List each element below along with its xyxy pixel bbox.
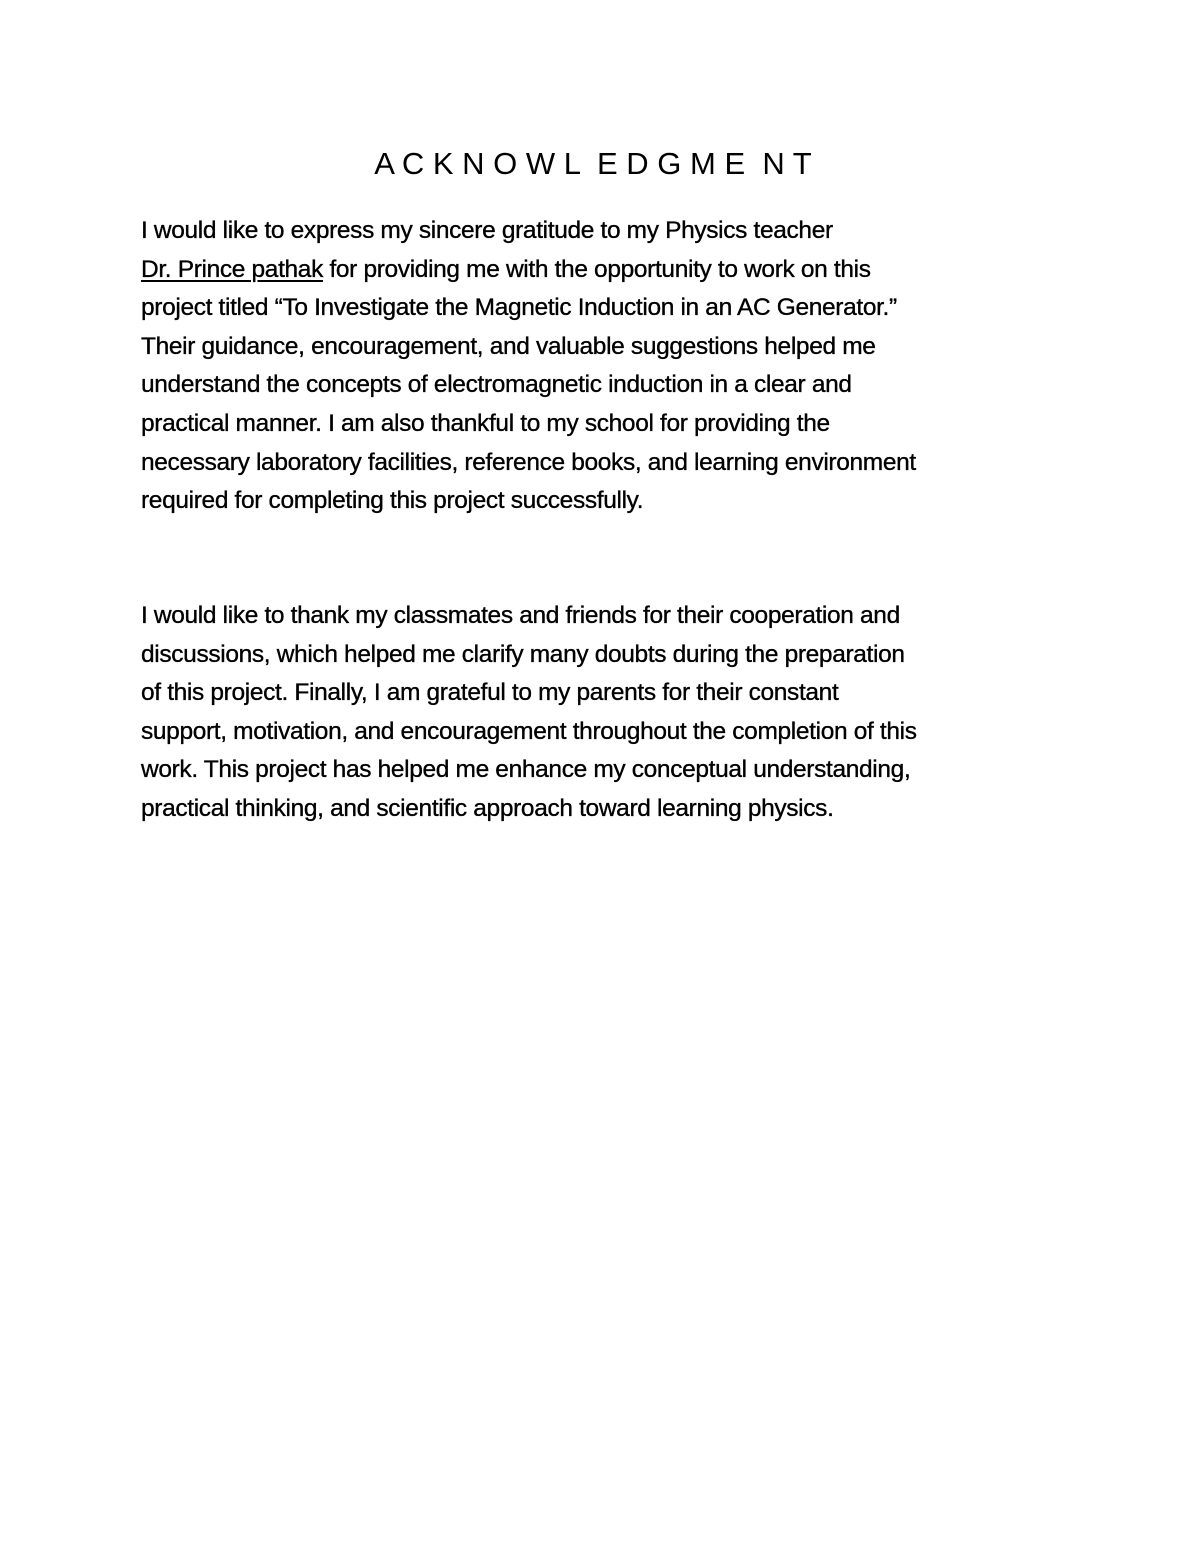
paragraph-line: practical thinking, and scientific approach toward learning physics. (141, 794, 834, 822)
paragraph-line: Their guidance, encouragement, and valuable suggestions helped me (141, 332, 876, 360)
acknowledgment-paragraph-2 (141, 597, 1101, 829)
paragraph-line: of this project. Finally, I am grateful to my parents for their constant (141, 679, 839, 707)
paragraph-line (141, 251, 1101, 290)
paragraph-line: work. This project has helped me enhance my conceptual understanding, (141, 756, 911, 784)
page-title: A C K N O W L E D G M E N T (374, 146, 812, 181)
paragraph-line: understand the concepts of electromagnetic induction in a clear and (141, 371, 852, 399)
paragraph-line: support, motivation, and encouragement throughout the completion of this (141, 717, 917, 745)
paragraph-line: I would like to express my sincere gratitude to my Physics teacher (141, 217, 833, 244)
paragraph-line: discussions, which helped me clarify many doubts during the preparation (141, 640, 905, 668)
paragraph-line: practical manner. I am also thankful to my school for providing the (141, 409, 830, 437)
paragraph-line: I would like to thank my classmates and friends for their cooperation and (141, 602, 900, 629)
paragraph-line: required for completing this project successfully. (141, 487, 644, 515)
paragraph-line: necessary laboratory facilities, reference books, and learning environment (141, 448, 916, 476)
paragraph-line-text: for providing me with the opportunity to work on this (322, 255, 871, 283)
acknowledgment-paragraph-1 (141, 212, 1101, 521)
paragraph-line: project titled “To Investigate the Magnetic Induction in an AC Generator.” (141, 294, 897, 322)
teacher-name-link[interactable]: Dr. Prince pathak (141, 255, 323, 283)
